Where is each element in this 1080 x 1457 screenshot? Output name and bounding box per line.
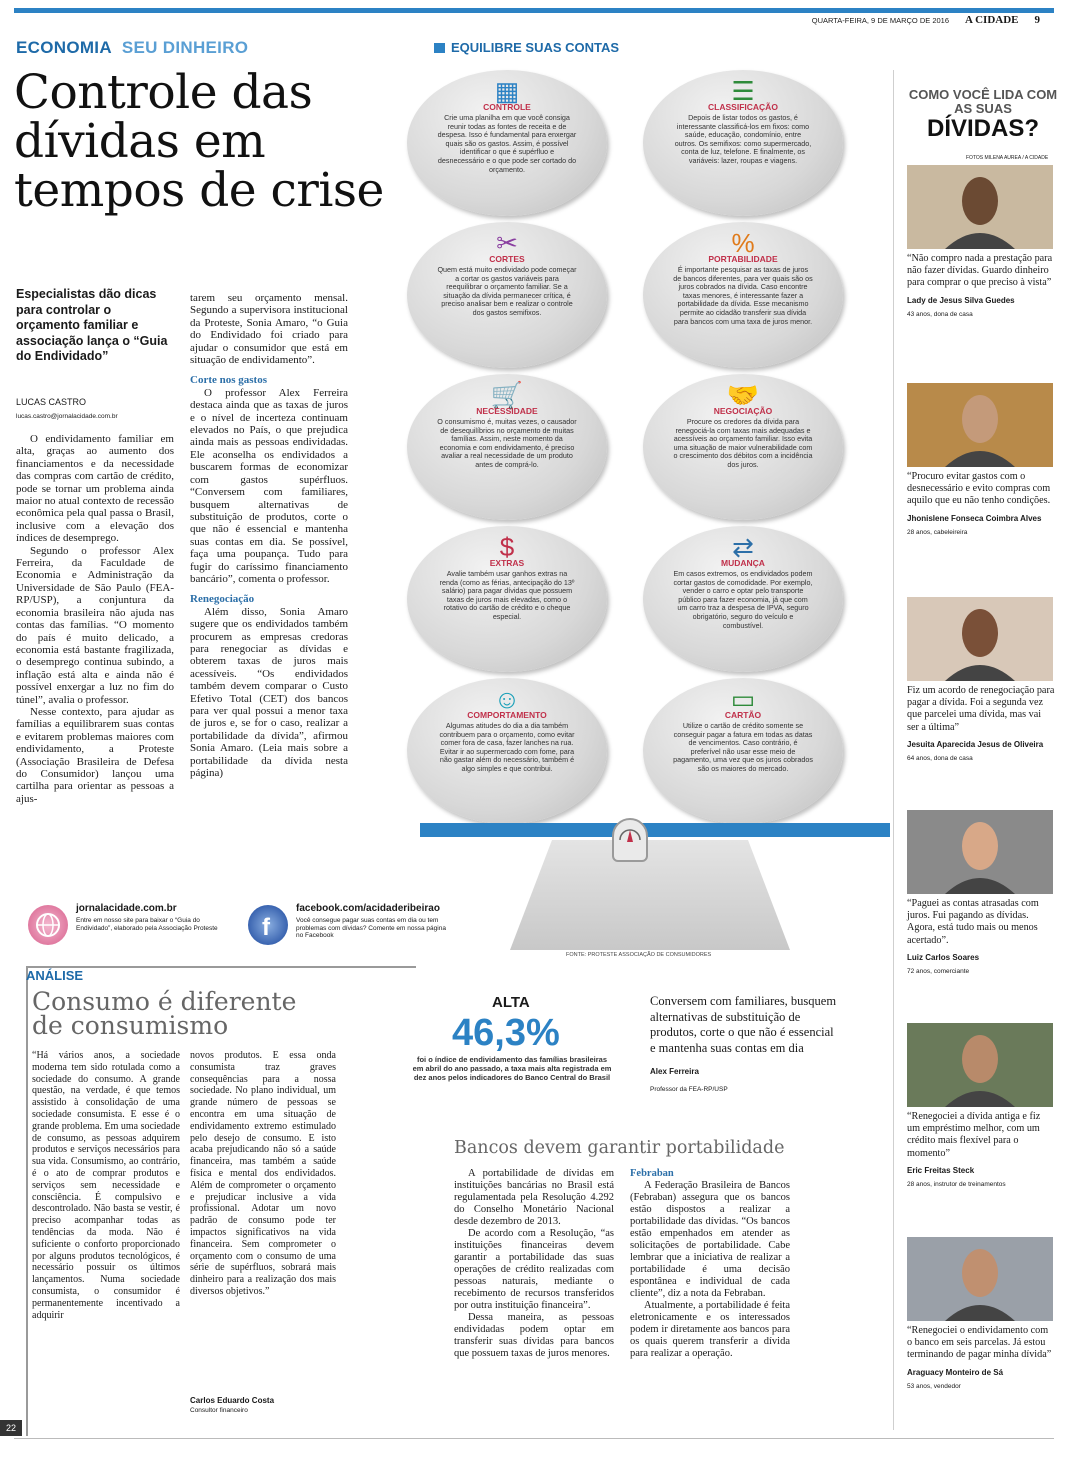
percent-icon: % bbox=[731, 228, 755, 258]
tip-text: É importante pesquisar as taxas de juros de bancos diferentes, para ver quais são os juros cobrados na dívida. Caso encontre taxas menores, é interessante fazer a portabilidade da dívida. Esse mecanismo permite ao cidadão transferir sua dívida para bancos com uma taxa de juros menor. bbox=[673, 265, 813, 326]
paragraph: A Federação Brasileira de Bancos (Febraban) assegura que os bancos estão dispostos a realizar a portabilidade das dívidas. “Os bancos estão empenhados em atender as solicitações de portabilidade. Cabe lembrar que a iniciativa de realizar a portabilidade é uma decisão espontânea e individual de cada cliente”, diz a nota da Febraban. bbox=[630, 1180, 790, 1299]
pull-quote-role: Professor da FEA-RP/USP bbox=[650, 1085, 728, 1093]
stat-value: 46,3% bbox=[452, 1012, 560, 1054]
analysis-signature bbox=[190, 1396, 274, 1414]
tip-text: Quem está muito endividado pode começar a cortar os gastos variáveis para reequilibrar o orçamento familiar. Se a situação da dívida permanecer crítica, é preciso analisar bem e realizar o controle dos gastos semifixos. bbox=[437, 265, 577, 317]
vox-pop-name: Araguacy Monteiro de Sá bbox=[907, 1367, 1004, 1377]
tip-title: PORTABILIDADE bbox=[708, 254, 778, 264]
column-divider bbox=[893, 70, 894, 1430]
vox-pop-entry bbox=[907, 1111, 1055, 1191]
bancos-column-1 bbox=[454, 1168, 614, 1360]
photo-credit: FOTOS MILENA AUREA / A CIDADE bbox=[966, 155, 1049, 161]
tip-text: Crie uma planilha em que você consiga reunir todas as fontes de receita e de despesa. Isso é fundamental para enxergar quais são os gastos. Assim, é possível identificar o que é supérfluo e desnecessário e o que pode ser cortado do orçamento. bbox=[437, 113, 577, 174]
portrait-photo bbox=[907, 1237, 1053, 1321]
cart-icon: 🛒 bbox=[490, 380, 524, 410]
vox-pop-entry bbox=[907, 685, 1055, 765]
pull-quote-text: Conversem com familiares, busquem alternativas de substituição de produtos, corte o que não é essencial e mantenha suas contas em dia bbox=[650, 994, 837, 1055]
analysis-column-1: “Há vários anos, a sociedade moderna tem sido rotulada como a sociedade do consumo. A grande questão, na verdade, é que temos assistido à consolidação de uma sociedade consumista. E esse é o grande problema. Em uma sociedade de consumo, as pessoas adquirem produtos e serviços necessários para sua vida. Consumismo, ao contrário, é o ato de comprar produtos e serviços sem necessidade e consciência. É compulsivo e descontrolado. Não basta se vestir, é preciso acompanhar todas as tendências da moda. Não é suficiente o conforto proporcionado por alguns produtos tecnológicos, é necessário possuir os últimos lançamentos. Numa sociedade consumista, o consumidor é permanentemente incentivado a adquirir bbox=[32, 1050, 180, 1321]
tip-portabilidade bbox=[643, 222, 843, 368]
sidebar-title-main: DÍVIDAS? bbox=[926, 115, 1039, 142]
facebook-promo[interactable] bbox=[248, 903, 458, 943]
sidebar-title bbox=[908, 88, 1058, 142]
scissors-icon: ✂ bbox=[496, 228, 518, 258]
infographic-title: EQUILIBRE SUAS CONTAS bbox=[434, 40, 619, 55]
paragraph: De acordo com a Resolução, “as instituições financeiras devem garantir a portabilidade das suas operações de crédito realizadas com pessoas naturais, mediante o recebimento de recursos transferidos por outra instituição financeira”. bbox=[454, 1228, 614, 1311]
vox-pop-quote: “Paguei as contas atrasadas com juros. Fui pagando as dívidas. Agora, está tudo mais ou menos acertado”. bbox=[907, 898, 1039, 946]
tip-text: Depois de listar todos os gastos, é interessante classificá-los em fixos: como saúde, educação, condomínio, entre outros. Os semifixos: como supermercado, conta de luz, telefone. E finalmente, os variáveis: lazer, roupas e viagens. bbox=[674, 113, 812, 165]
pull-quote-name: Alex Ferreira bbox=[650, 1067, 699, 1076]
portrait-photo bbox=[907, 597, 1053, 681]
tip-extras bbox=[407, 526, 607, 672]
section-primary: ECONOMIA bbox=[16, 38, 112, 57]
tip-title: EXTRAS bbox=[489, 558, 525, 568]
vox-pop-desc: 53 anos, vendedor bbox=[907, 1382, 961, 1390]
vox-pop-entry bbox=[907, 898, 1055, 978]
article-column-1 bbox=[16, 433, 174, 805]
vox-pop-name: Luiz Carlos Soares bbox=[907, 952, 980, 962]
facebook-desc: Você consegue pagar suas contas em dia ou tem problemas com dívidas? Comente em nossa página no Facebook bbox=[296, 917, 446, 939]
tip-cartao bbox=[643, 678, 843, 824]
paragraph: Atualmente, a portabilidade é feita eletronicamente e os interessados podem ir diretamente aos bancos para os quais querem transferir a dívida para realizar a operação. bbox=[630, 1300, 790, 1359]
vox-pop-entry bbox=[907, 471, 1055, 539]
tip-title: NEGOCIAÇÃO bbox=[713, 406, 773, 416]
article-column-2 bbox=[190, 292, 348, 779]
tip-text: Utilize o cartão de crédito somente se conseguir pagar a fatura em todas as datas de vencimentos. Caso contrário, é preferível não usar esse meio de pagamento, uma vez que os juros cobrados são os maiores do mercado. bbox=[673, 721, 813, 773]
vox-pop-quote: “Não compro nada a prestação para não fazer dívidas. Guardo dinheiro para comprar o que preciso à vista” bbox=[907, 253, 1053, 289]
byline bbox=[16, 397, 118, 420]
portrait-photo bbox=[907, 1023, 1053, 1107]
tip-mudanca bbox=[643, 526, 843, 672]
portrait-photo bbox=[907, 810, 1053, 894]
dollar-icon: $ bbox=[499, 532, 515, 562]
paragraph: Além disso, Sonia Amaro sugere que os endividados também procurem as empresas credoras para renegociar as dívidas e obterem taxas de juros mais acessíveis. “Os endividados também devem comparar o Custo Efetivo Total (CET) dos bancos para ver qual possui a menor taxa de juros e, se for o caso, realizar a portabilidade da dívida”, afirmou Sonia Amaro. (Leia mais sobre a portabilidade da dívida nesta página) bbox=[190, 605, 348, 780]
section-secondary: SEU DINHEIRO bbox=[121, 38, 249, 57]
subheading-febraban: Febraban bbox=[630, 1168, 674, 1179]
tip-text: Procure os credores da dívida para renegociá-la com taxas mais adequadas e acessíveis ao orçamento familiar. Isso evita uma situação de maior vulnerabilidade com o crescimento dos débitos com a incidência dos juros. bbox=[673, 417, 813, 469]
vox-pop-entry bbox=[907, 1325, 1055, 1393]
vox-pop-desc: 64 anos, dona de casa bbox=[907, 755, 973, 763]
tip-text: Algumas atitudes do dia a dia também contribuem para o orçamento, como evitar comer fora de casa, fazer lanches na rua. Evitar ir ao supermercado com fome, para não gastar além do necessário, também é algo simples e que contribui. bbox=[439, 721, 575, 773]
newspaper-name: A CIDADE bbox=[965, 14, 1019, 26]
vox-pop-quote: “Renegociei o endividamento com o banco em seis parcelas. Já estou terminando de pagar minha dívida” bbox=[907, 1325, 1052, 1361]
vox-pop-desc: 28 anos, instrutor de treinamentos bbox=[907, 1181, 1006, 1189]
scale-dial bbox=[612, 818, 648, 862]
facebook-icon bbox=[248, 905, 288, 945]
subheading-cortes: Corte nos gastos bbox=[190, 374, 267, 387]
svg-text:f: f bbox=[262, 914, 270, 941]
subheading-renegociacao: Renegociação bbox=[190, 593, 255, 606]
bottom-rule bbox=[14, 1438, 1054, 1439]
author-name: LUCAS CASTRO bbox=[16, 397, 87, 407]
bancos-title: Bancos devem garantir portabilidade bbox=[454, 1138, 785, 1158]
tip-title: CARTÃO bbox=[724, 710, 762, 720]
site-url[interactable]: jornalacidade.com.br bbox=[76, 903, 177, 914]
analysis-role: Consultor financeiro bbox=[190, 1407, 248, 1414]
list-icon: ☰ bbox=[731, 76, 755, 106]
top-rule bbox=[14, 8, 1054, 13]
scale-base bbox=[510, 840, 790, 950]
tip-title: CORTES bbox=[489, 254, 525, 264]
tip-text: O consumismo é, muitas vezes, o causador de desequilíbrios no orçamento de muitas famílias. Assim, neste momento da economia e com endividamento, é preciso avaliar a real necessidade de um produto antes de comprá-lo. bbox=[437, 417, 577, 469]
paragraph: O endividamento familiar em alta, graças ao aumento dos financiamentos e da necessidade das compras com cartão de crédito, pode se tornar um problema ainda maior no atual contexto de recessão econômica pela qual passa o Brasil, inclusive com a elevação dos índices de desemprego. bbox=[16, 433, 174, 545]
tip-controle bbox=[407, 70, 607, 216]
paragraph: Dessa maneira, as pessoas endividadas podem optar em transferir suas dívidas para bancos que possuem taxas de juros menores. bbox=[454, 1312, 614, 1359]
vox-pop-name: Eric Freitas Steck bbox=[907, 1165, 975, 1175]
tip-title: MUDANÇA bbox=[721, 558, 765, 568]
page-number: 22 bbox=[0, 1420, 22, 1436]
section-label bbox=[16, 38, 248, 58]
portrait-photo bbox=[907, 383, 1053, 467]
globe-icon bbox=[28, 905, 68, 945]
edition-date: QUARTA-FEIRA, 9 DE MARÇO DE 2016 bbox=[811, 16, 950, 25]
paragraph: A portabilidade de dívidas em instituições bancárias no Brasil está regulamentada pela Resolução 4.292 do Conselho Monetário Nacional desde dezembro de 2013. bbox=[454, 1168, 614, 1227]
tip-cortes bbox=[407, 222, 607, 368]
tip-comportamento bbox=[407, 678, 607, 824]
headline: Controle das dívidas em tempos de crise bbox=[14, 65, 384, 218]
page-marker: 9 bbox=[1034, 14, 1040, 26]
tip-title: COMPORTAMENTO bbox=[467, 710, 547, 720]
vox-pop-name: Jesuita Aparecida Jesus de Oliveira bbox=[907, 739, 1044, 749]
vox-pop-desc: 28 anos, cabeleireira bbox=[907, 528, 968, 536]
vox-pop-desc: 72 anos, comerciante bbox=[907, 968, 970, 976]
tip-title: CLASSIFICAÇÃO bbox=[708, 102, 778, 112]
analysis-tag: ANÁLISE bbox=[26, 968, 84, 983]
facebook-url[interactable]: facebook.com/acidaderibeirao bbox=[296, 903, 440, 914]
analysis-column-2: novos produtos. E essa onda consumista traz graves consequências para a nossa sociedade. No plano individual, um grande número de pessoas se encontra em uma situação de endividamento extremo estimulado pelo desejo de consumo. E isto acaba prejudicando não só a saúde financeira, mas também a saúde física e mental dos endividados. Além de comprometer o orçamento e prejudicar inclusive a vida profissional. Adotar um novo padrão de consumo pode ter impactos significativos na vida financeira. Sem comprometer o orçamento com o consumo de uma série de supérfluos, sobrará mais dinheiro para a realização dos mais diversos objetivos.” bbox=[190, 1050, 336, 1297]
author-email[interactable]: lucas.castro@jornalacidade.com.br bbox=[16, 413, 118, 420]
exchange-icon: ⇄ bbox=[732, 532, 754, 562]
head-icon: ☺ bbox=[493, 684, 521, 714]
spreadsheet-icon: ▦ bbox=[494, 76, 520, 106]
site-promo[interactable] bbox=[28, 903, 228, 943]
tip-negociacao bbox=[643, 374, 843, 520]
vox-pop-quote: “Procuro evitar gastos com o desnecessário e evito compras com aquilo que eu não tenho condições. bbox=[907, 471, 1051, 507]
paragraph: Segundo o professor Alex Ferreira, da Faculdade de Economia e Administração da Universidade de São Paulo (FEA-RP/USP), a conjuntura da economia brasileira não ajuda nas contas das famílias. “O momento do país é muito delicado, a economia está bastante fragilizada, o desemprego continua subindo, a inflação está alta e ainda não é possível enxergar a luz no fim do túnel”, avalia o professor. bbox=[16, 544, 174, 706]
tip-text: Avalie também usar ganhos extras na renda (como as férias, antecipação do 13º salário) para pagar dívidas que possuem taxas de juros mais elevadas, como o rotativo do cartão de crédito e o cheque especial. bbox=[439, 569, 575, 621]
site-desc: Entre em nosso site para baixar o “Guia do Endividado”, elaborado pela Associação Proteste bbox=[76, 917, 218, 932]
tip-title: CONTROLE bbox=[483, 102, 531, 112]
vox-pop-quote: “Renegociei a dívida antiga e fiz um empréstimo melhor, com um crédito mais flexível para o momento” bbox=[907, 1111, 1041, 1159]
infographic-source: FONTE: PROTESTE ASSOCIAÇÃO DE CONSUMIDORES bbox=[566, 952, 712, 958]
vox-pop-name: Jhonislene Fonseca Coimbra Alves bbox=[907, 513, 1042, 523]
bancos-column-2 bbox=[630, 1168, 790, 1360]
tip-necessidade bbox=[407, 374, 607, 520]
vox-pop-entry bbox=[907, 253, 1055, 321]
vox-pop-quote: Fiz um acordo de renegociação para pagar a dívida. Foi a segunda vez que parcelei uma dívida, mas vai ser a última” bbox=[907, 685, 1055, 733]
tip-text: Em casos extremos, os endividados podem cortar gastos de comodidade. Por exemplo, vender o carro e optar pelo transporte público para fazer economia, já que com um carro traz a despesa de IPVA, seguro obrigatório, seguro do veículo e combustível. bbox=[673, 569, 813, 630]
paragraph: tarem seu orçamento mensal. Segundo a supervisora institucional da Proteste, Sonia Amaro, “o Guia do Endividado foi criado para ajudar o consumidor que está em situação de endividamento”. bbox=[190, 292, 348, 367]
stat-label: ALTA bbox=[492, 994, 530, 1011]
pull-quote bbox=[650, 994, 840, 1097]
scale-beam bbox=[420, 823, 890, 837]
deck: Especialistas dão dicas para controlar o orçamento familiar e associação lança o “Guia do Endividado” bbox=[16, 287, 168, 363]
paragraph: Nesse contexto, para ajudar as famílias a equilibrarem suas contas e evitarem problemas maiores com endividamento, a Proteste (Associação Brasileira de Defesa do Consumidor) lançou uma cartilha para orientar as pessoas a ajus- bbox=[16, 705, 174, 805]
paragraph: O professor Alex Ferreira destaca ainda que as taxas de juros e o nível de incerteza continuam elevados no País, o que prejudica ainda mais as pessoas endividadas. Ele aconselha os endividados a buscarem formas de economizar com gastos supérfluos. “Conversem com familiares, busquem alternativas de substituição de produtos, corte o que não é essencial e mantenha suas contas em dia. Se possível, faça uma poupança. Tudo para fugir do caríssimo financiamento bancário”, comenta o professor. bbox=[190, 386, 348, 585]
tip-title: NECESSIDADE bbox=[476, 406, 538, 416]
sidebar-title-top: COMO VOCÊ LIDA COM AS SUAS bbox=[908, 87, 1058, 116]
vox-pop-desc: 43 anos, dona de casa bbox=[907, 310, 973, 318]
handshake-icon: 🤝 bbox=[726, 380, 760, 410]
portrait-photo bbox=[907, 165, 1053, 249]
running-header bbox=[740, 14, 1040, 30]
stat-description: foi o índice de endividamento das famílias brasileiras em abril do ano passado, a taxa mais alta registrada em dez anos pelos indicadores do Banco Central do Brasil bbox=[412, 1055, 612, 1082]
vox-pop-name: Lady de Jesus Silva Guedes bbox=[907, 295, 1015, 305]
tip-classificacao bbox=[643, 70, 843, 216]
analysis-title: Consumo é diferente de consumismo bbox=[32, 987, 297, 1040]
analysis-author: Carlos Eduardo Costa bbox=[190, 1396, 275, 1405]
credit-card-icon: ▭ bbox=[730, 684, 756, 714]
